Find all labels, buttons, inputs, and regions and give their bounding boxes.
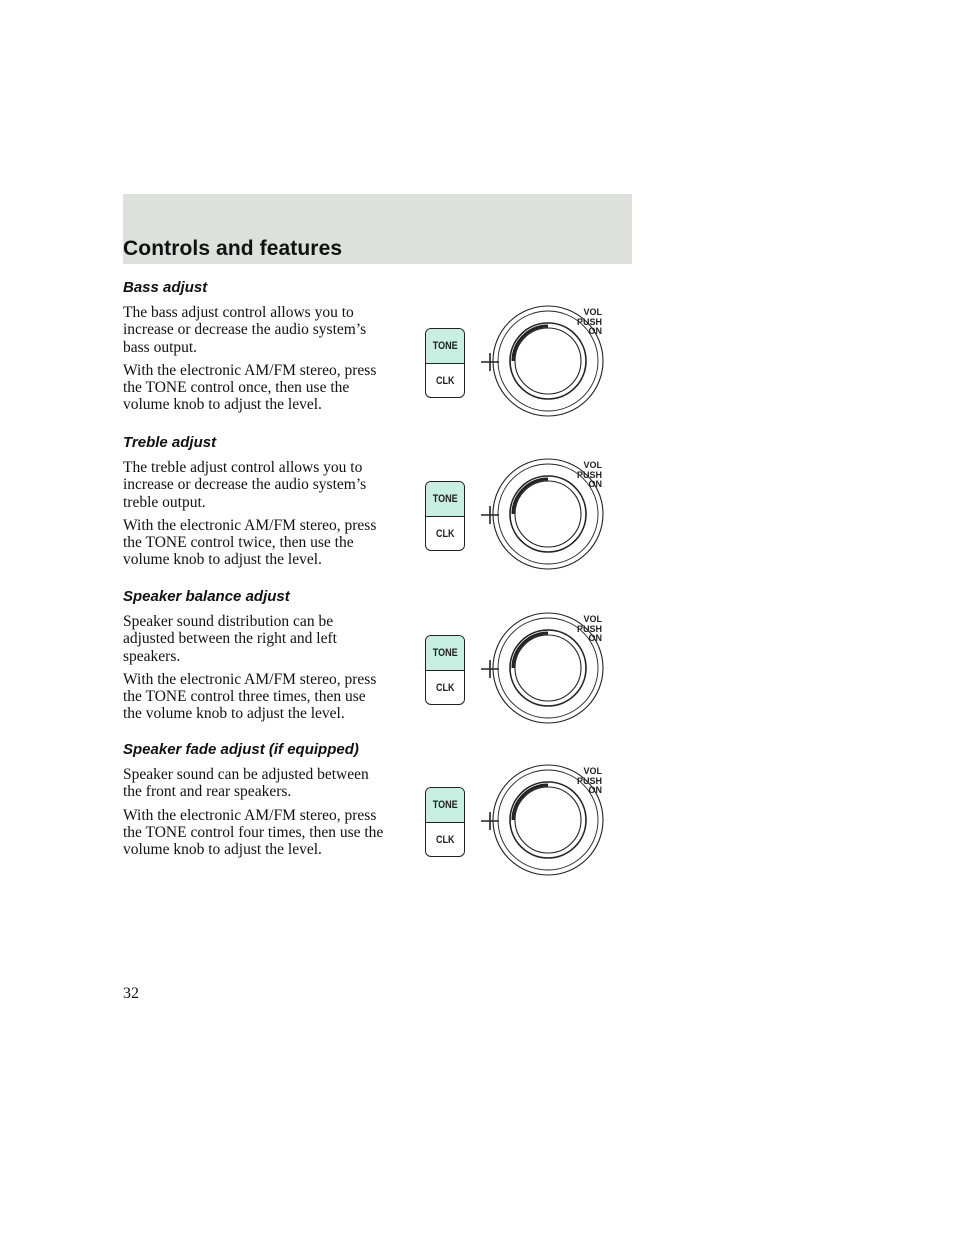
plus-icon: [481, 660, 499, 678]
tone-label: TONE: [432, 799, 458, 811]
section-paragraph: With the electronic AM/FM stereo, press the TONE control twice, then use the volume knob to adjust the level.: [123, 516, 377, 569]
section-heading: Bass adjust: [123, 279, 208, 296]
clk-label: CLK: [435, 528, 455, 540]
clk-label: CLK: [435, 375, 455, 387]
section-paragraph: With the electronic AM/FM stereo, press the TONE control four times, then use the volume knob to adjust the level.: [123, 806, 384, 859]
vol-push-on-label: VOL PUSH ON: [576, 460, 602, 489]
clk-label: CLK: [435, 834, 455, 846]
section-paragraph: The treble adjust control allows you to increase or decrease the audio system’s treble output.: [123, 459, 367, 511]
radio-control-diagram: [418, 305, 628, 455]
section-heading: Speaker balance adjust: [123, 588, 290, 605]
plus-icon: [481, 812, 499, 830]
section-paragraph: With the electronic AM/FM stereo, press the TONE control once, then use the volume knob to adjust the level.: [123, 361, 377, 414]
section-paragraph: Speaker sound can be adjusted between the front and rear speakers.: [123, 766, 369, 801]
section-speaker-balance-adjust: [123, 588, 388, 729]
plus-icon: [481, 353, 499, 371]
section-heading: Speaker fade adjust (if equipped): [123, 741, 359, 758]
clk-label: CLK: [435, 682, 455, 694]
section-paragraph: With the electronic AM/FM stereo, press the TONE control three times, then use the volume knob to adjust the level.: [123, 670, 377, 723]
section-heading: Treble adjust: [123, 434, 217, 451]
plus-icon: [481, 506, 499, 524]
section-bass-adjust: [123, 279, 388, 420]
radio-control-diagram: [418, 458, 628, 608]
page-number: 32: [123, 985, 139, 1002]
section-treble-adjust: [123, 434, 388, 575]
radio-control-diagram: [418, 612, 628, 762]
section-paragraph: Speaker sound distribution can be adjusted between the right and left speakers.: [123, 613, 337, 665]
section-paragraph: The bass adjust control allows you to increase or decrease the audio system’s bass output.: [123, 304, 367, 356]
tone-label: TONE: [432, 340, 458, 352]
vol-push-on-label: VOL PUSH ON: [576, 307, 602, 336]
radio-control-diagram: [418, 764, 628, 914]
vol-push-on-label: VOL PUSH ON: [576, 614, 602, 643]
section-speaker-fade-adjust: [123, 741, 388, 864]
tone-label: TONE: [432, 647, 458, 659]
tone-label: TONE: [432, 493, 458, 505]
page-title: Controls and features: [123, 237, 343, 260]
vol-push-on-label: VOL PUSH ON: [576, 766, 602, 795]
